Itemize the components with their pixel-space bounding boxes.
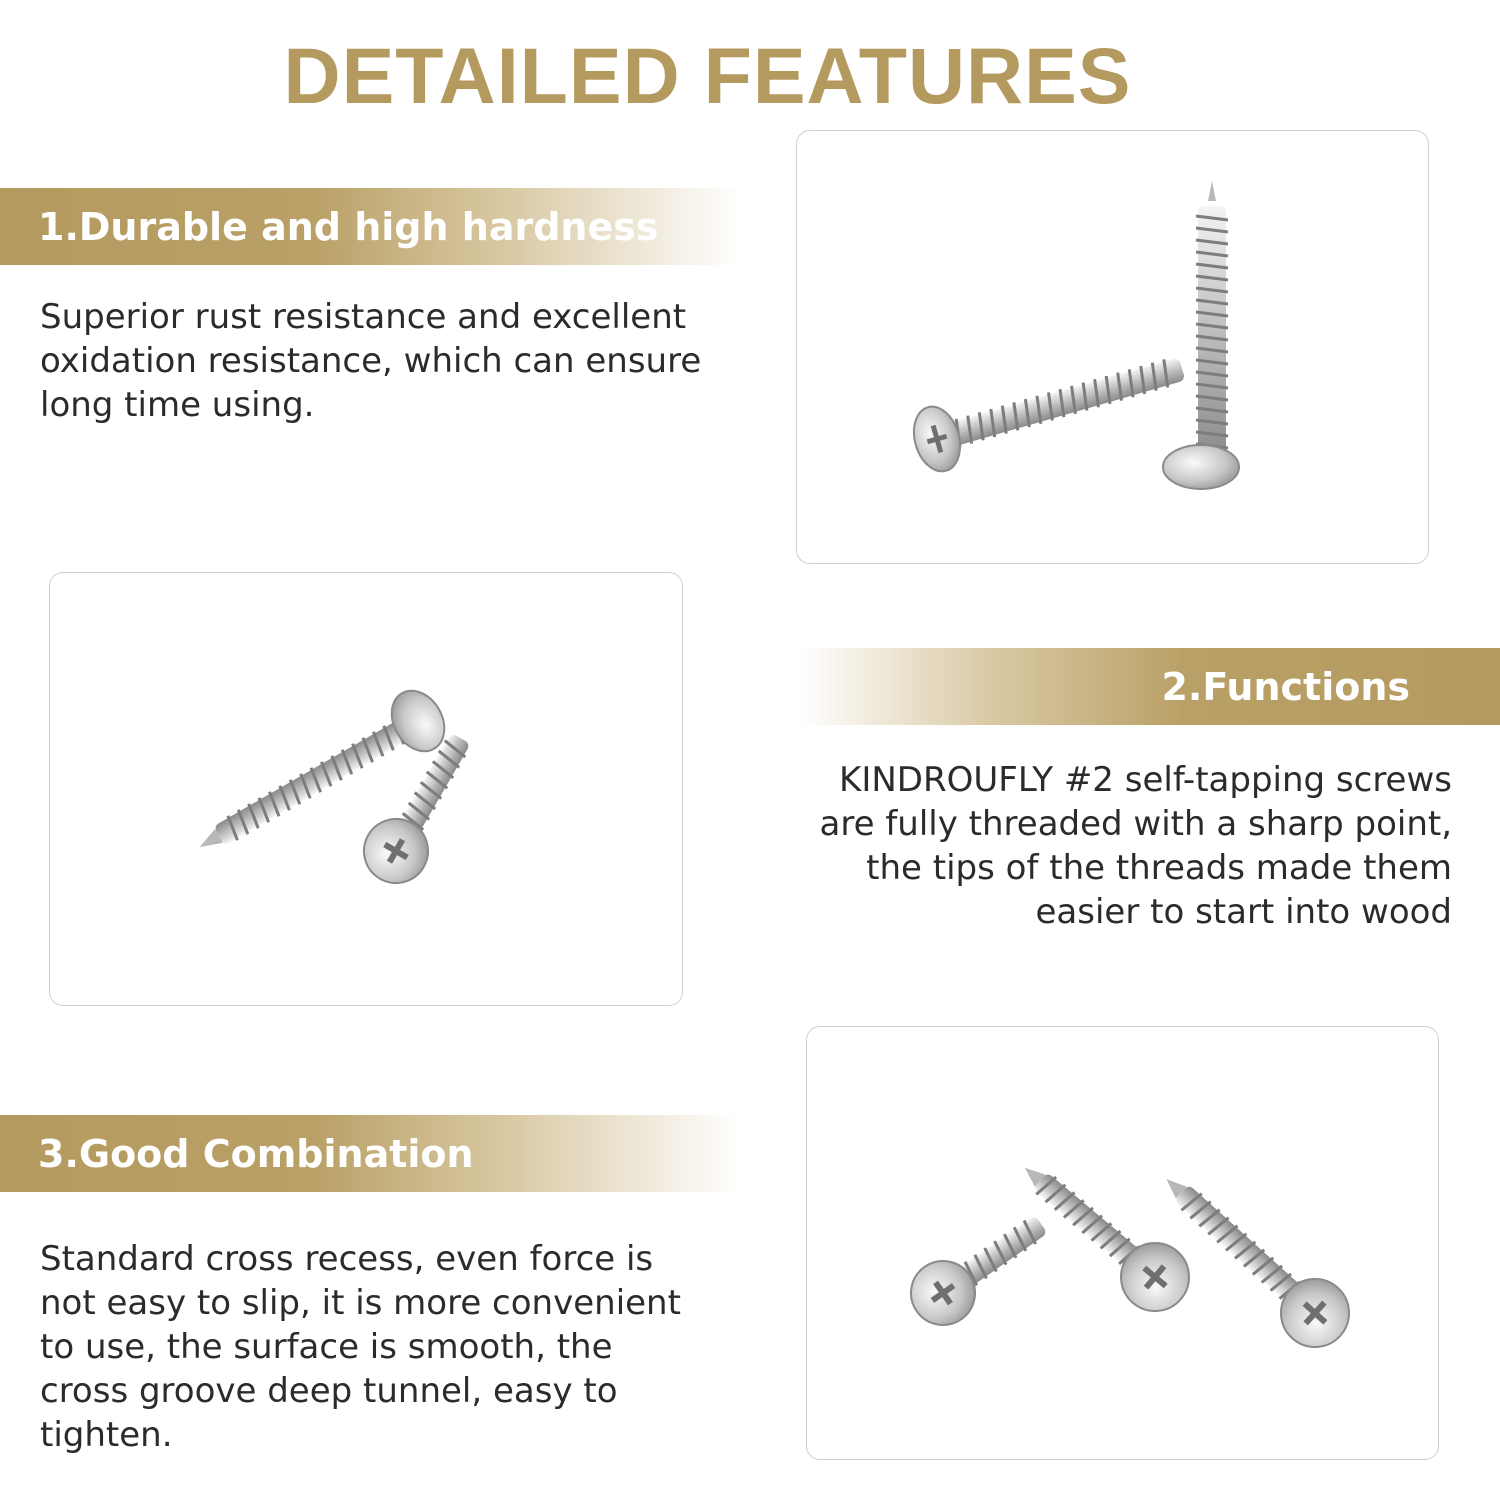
section-1-heading: 1.Durable and high hardness (38, 204, 659, 249)
section-1-banner (0, 188, 740, 265)
section-3-description: Standard cross recess, even force is not easy to slip, it is more convenient to use, the surface is smooth, the cross groove deep tunnel, easy to tighten. (40, 1239, 681, 1455)
page-title: DETAILED FEATURES (283, 31, 1132, 120)
product-photo-two-screws-diagonal (49, 572, 683, 1006)
product-photo-two-screws-crossed (796, 130, 1429, 564)
screw-pair-illustration (797, 131, 1429, 564)
section-3-heading: 3.Good Combination (38, 1131, 474, 1176)
product-photo-three-screws (806, 1026, 1439, 1460)
section-2-description: KINDROUFLY #2 self-tapping screws are fully threaded with a sharp point, the tips of the threads made them easier to start into wood (819, 760, 1452, 932)
section-3-banner (0, 1115, 740, 1192)
section-2-heading: 2.Functions (1161, 664, 1410, 709)
screw-trio-illustration (807, 1027, 1439, 1460)
screw-pair-illustration (50, 573, 683, 1006)
section-2-banner (800, 648, 1500, 725)
section-1-description: Superior rust resistance and excellent oxidation resistance, which can ensure long time using. (40, 297, 702, 425)
